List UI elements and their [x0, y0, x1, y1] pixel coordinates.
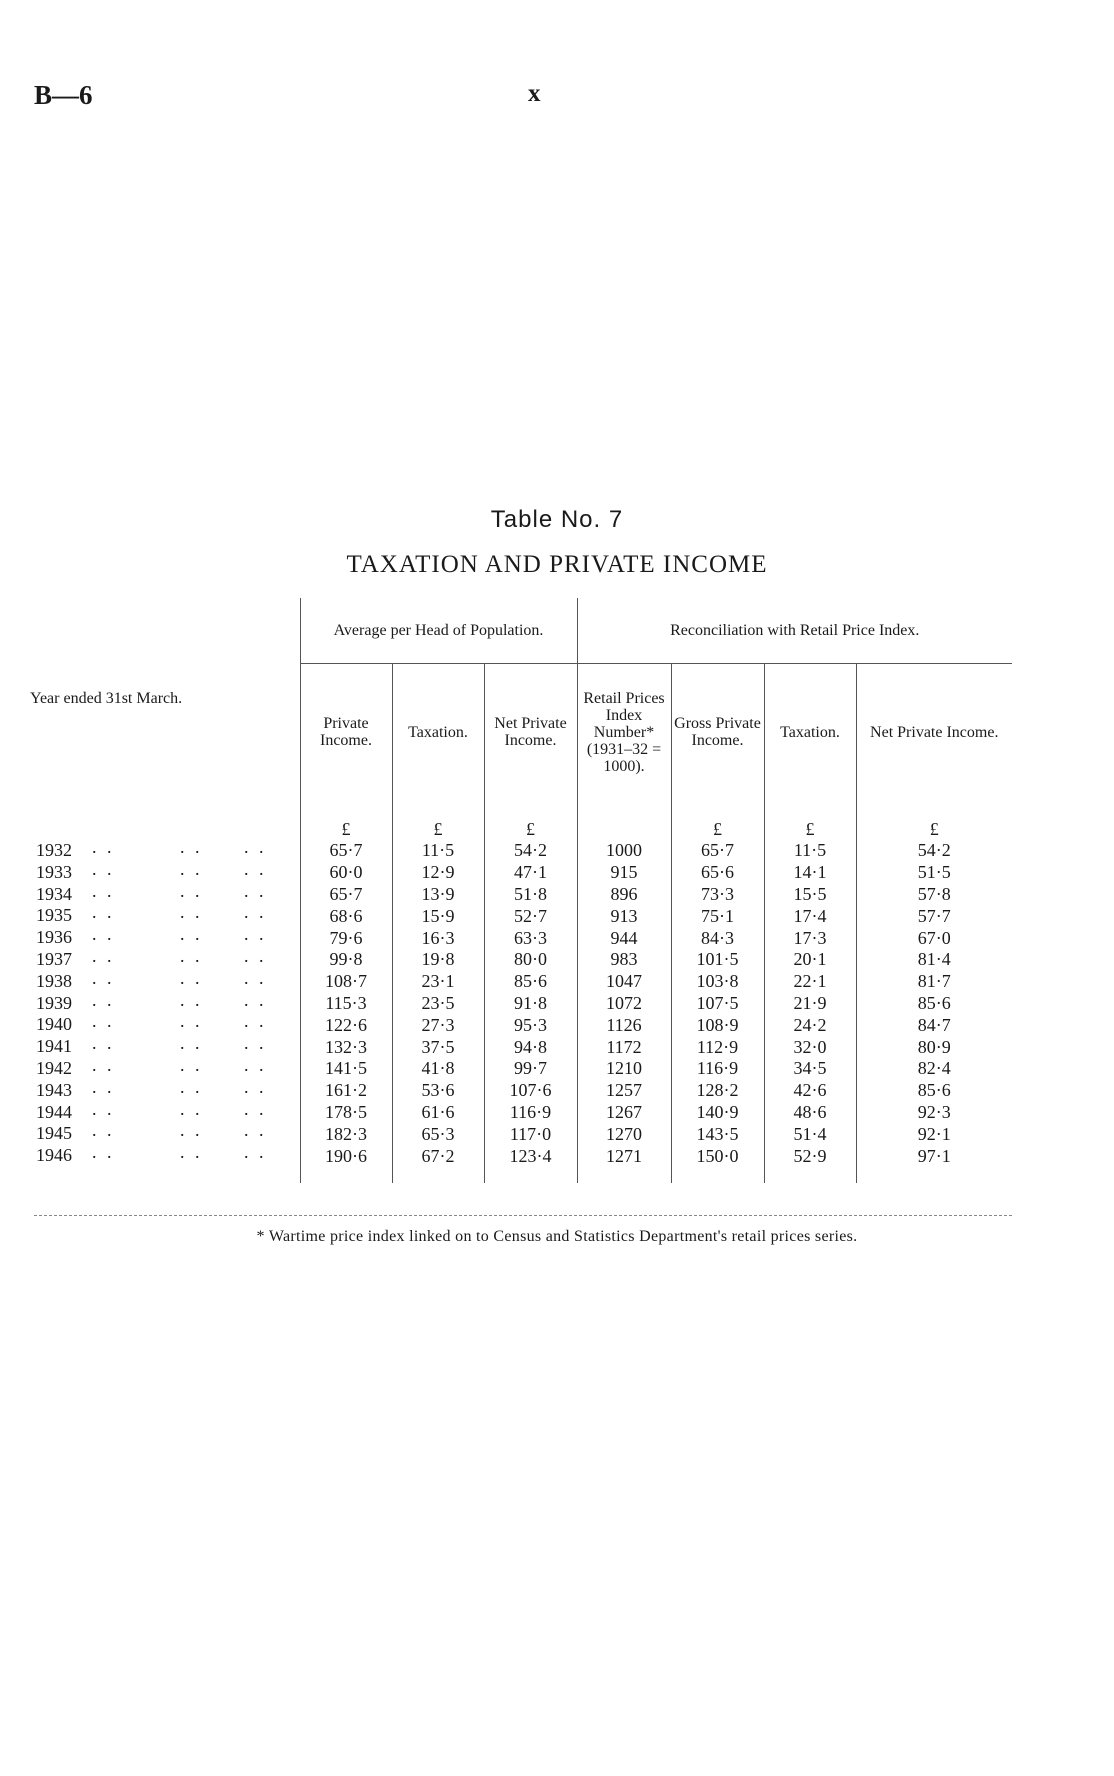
value-cell: 27·3 [392, 1014, 484, 1036]
column-header: Net Private Income. [484, 664, 577, 801]
value-cell: 17·3 [764, 927, 856, 949]
value-cell: 21·9 [764, 993, 856, 1015]
value-cell: 132·3 [300, 1036, 392, 1058]
value-cell: 15·9 [392, 905, 484, 927]
value-cell: 53·6 [392, 1080, 484, 1102]
value-cell: 65·7 [671, 840, 764, 862]
leader-dots: . . [244, 924, 267, 945]
value-cell: 112·9 [671, 1036, 764, 1058]
year-label: 1938 [36, 970, 72, 991]
value-cell: 140·9 [671, 1102, 764, 1124]
table-row [30, 927, 1012, 949]
value-cell: 1072 [577, 993, 671, 1015]
value-cell: 896 [577, 884, 671, 906]
value-cell: 65·7 [300, 884, 392, 906]
value-cell: 1210 [577, 1058, 671, 1080]
column-header: Retail Prices Index Number* (1931–32 = 1000). [577, 664, 671, 801]
unit-label: £ [856, 800, 1012, 840]
leader-dots: . . [180, 880, 203, 901]
leader-dots: . . [180, 989, 203, 1010]
year-label: 1935 [36, 905, 72, 926]
value-cell: 80·0 [484, 949, 577, 971]
leader-dots: . . [180, 837, 203, 857]
value-cell: 65·7 [300, 840, 392, 862]
value-cell: 75·1 [671, 905, 764, 927]
column-header: Taxation. [764, 664, 856, 801]
value-cell: 80·9 [856, 1036, 1012, 1058]
leader-dots: . . [180, 967, 203, 988]
value-cell: 82·4 [856, 1058, 1012, 1080]
leader-dots: . . [92, 902, 115, 923]
column-header: Net Private Income. [856, 664, 1012, 801]
unit-label: £ [764, 800, 856, 840]
leader-dots: . . [244, 858, 267, 879]
value-cell: 68·6 [300, 905, 392, 927]
leader-dots: . . [244, 837, 267, 857]
leader-dots: . . [92, 967, 115, 988]
unit-label: £ [484, 800, 577, 840]
value-cell: 190·6 [300, 1145, 392, 1167]
value-cell: 16·3 [392, 927, 484, 949]
value-cell: 11·5 [392, 840, 484, 862]
value-cell: 913 [577, 905, 671, 927]
value-cell: 91·8 [484, 993, 577, 1015]
leader-dots: . . [180, 1054, 203, 1075]
leader-dots: . . [180, 902, 203, 923]
value-cell: 48·6 [764, 1102, 856, 1124]
value-cell: 94·8 [484, 1036, 577, 1058]
value-cell: 57·7 [856, 905, 1012, 927]
value-cell: 108·9 [671, 1014, 764, 1036]
value-cell: 1126 [577, 1014, 671, 1036]
year-label: 1932 [36, 840, 72, 860]
taxation-income-table [30, 598, 1012, 1183]
value-cell: 23·1 [392, 971, 484, 993]
table-number: Table No. 7 [490, 506, 624, 533]
unit-label: £ [392, 800, 484, 840]
value-cell: 107·5 [671, 993, 764, 1015]
value-cell: 11·5 [764, 840, 856, 862]
unit-label: £ [671, 800, 764, 840]
leader-dots: . . [92, 858, 115, 879]
leader-dots: . . [180, 1142, 203, 1163]
leader-dots: . . [244, 945, 267, 966]
value-cell: 108·7 [300, 971, 392, 993]
value-cell: 24·2 [764, 1014, 856, 1036]
value-cell: 97·1 [856, 1145, 1012, 1167]
year-label: 1937 [36, 948, 72, 969]
leader-dots: . . [244, 1076, 267, 1097]
value-cell: 34·5 [764, 1058, 856, 1080]
page-reference: B—6 [34, 80, 93, 110]
year-label: 1934 [36, 883, 72, 904]
value-cell: 73·3 [671, 884, 764, 906]
leader-dots: . . [244, 1120, 267, 1141]
leader-dots: . . [92, 1033, 115, 1054]
value-cell: 117·0 [484, 1123, 577, 1145]
leader-dots: . . [92, 880, 115, 901]
value-cell: 42·6 [764, 1080, 856, 1102]
value-cell: 12·9 [392, 862, 484, 884]
table-row [30, 1058, 1012, 1080]
value-cell: 51·4 [764, 1123, 856, 1145]
leader-dots: . . [180, 1098, 203, 1119]
table-row [30, 949, 1012, 971]
value-cell: 84·7 [856, 1014, 1012, 1036]
value-cell: 52·7 [484, 905, 577, 927]
year-label: 1941 [36, 1036, 72, 1057]
year-cell [30, 1142, 300, 1167]
value-cell: 1267 [577, 1102, 671, 1124]
table-row [30, 862, 1012, 884]
value-cell: 915 [577, 862, 671, 884]
value-cell: 65·6 [671, 862, 764, 884]
value-cell: 123·4 [484, 1145, 577, 1167]
table-padding-row [30, 1167, 1012, 1183]
leader-dots: . . [180, 1011, 203, 1032]
leader-dots: . . [180, 945, 203, 966]
value-cell: 116·9 [484, 1102, 577, 1124]
table-row [30, 905, 1012, 927]
value-cell: 1000 [577, 840, 671, 862]
value-cell: 122·6 [300, 1014, 392, 1036]
value-cell: 61·6 [392, 1102, 484, 1124]
leader-dots: . . [244, 1011, 267, 1032]
leader-dots: . . [244, 1142, 267, 1163]
table-row [30, 1123, 1012, 1145]
table-row [30, 1145, 1012, 1167]
year-label: 1936 [36, 927, 72, 948]
value-cell: 60·0 [300, 862, 392, 884]
leader-dots: . . [244, 989, 267, 1010]
value-cell: 116·9 [671, 1058, 764, 1080]
leader-dots: . . [180, 1120, 203, 1141]
value-cell: 99·8 [300, 949, 392, 971]
value-cell: 37·5 [392, 1036, 484, 1058]
value-cell: 85·6 [484, 971, 577, 993]
value-cell: 14·1 [764, 862, 856, 884]
value-cell: 20·1 [764, 949, 856, 971]
value-cell: 182·3 [300, 1123, 392, 1145]
table-row [30, 993, 1012, 1015]
value-cell: 79·6 [300, 927, 392, 949]
value-cell: 57·8 [856, 884, 1012, 906]
leader-dots: . . [244, 902, 267, 923]
value-cell: 99·7 [484, 1058, 577, 1080]
value-cell: 51·8 [484, 884, 577, 906]
value-cell: 92·1 [856, 1123, 1012, 1145]
value-cell: 143·5 [671, 1123, 764, 1145]
value-cell: 17·4 [764, 905, 856, 927]
leader-dots: . . [244, 1033, 267, 1054]
table-row [30, 1036, 1012, 1058]
value-cell: 85·6 [856, 1080, 1012, 1102]
year-label: 1942 [36, 1057, 72, 1078]
value-cell: 54·2 [856, 840, 1012, 862]
value-cell: 1270 [577, 1123, 671, 1145]
table-row [30, 1080, 1012, 1102]
leader-dots: . . [244, 880, 267, 901]
column-header: Private Income. [300, 664, 392, 801]
year-label: 1945 [36, 1123, 72, 1144]
value-cell: 22·1 [764, 971, 856, 993]
table-bottom-rule [34, 1215, 1012, 1216]
value-cell: 103·8 [671, 971, 764, 993]
year-label: 1933 [36, 861, 72, 882]
value-cell: 944 [577, 927, 671, 949]
leader-dots: . . [180, 1033, 203, 1054]
leader-dots: . . [180, 858, 203, 879]
value-cell: 81·7 [856, 971, 1012, 993]
year-label: 1946 [36, 1145, 72, 1166]
year-label: 1940 [36, 1014, 72, 1035]
footnote: * Wartime price index linked on to Census and Statistics Department's retail prices series. [256, 1228, 858, 1245]
value-cell: 41·8 [392, 1058, 484, 1080]
value-cell: 107·6 [484, 1080, 577, 1102]
year-label: 1944 [36, 1101, 72, 1122]
reconciliation-group-header: Reconciliation with Retail Price Index. [577, 598, 1012, 664]
year-label: 1939 [36, 992, 72, 1013]
value-cell: 161·2 [300, 1080, 392, 1102]
value-cell: 84·3 [671, 927, 764, 949]
value-cell: 115·3 [300, 993, 392, 1015]
value-cell: 141·5 [300, 1058, 392, 1080]
leader-dots: . . [92, 924, 115, 945]
value-cell: 32·0 [764, 1036, 856, 1058]
value-cell: 65·3 [392, 1123, 484, 1145]
value-cell: 1271 [577, 1145, 671, 1167]
column-header: Taxation. [392, 664, 484, 801]
table-row [30, 971, 1012, 993]
value-cell: 85·6 [856, 993, 1012, 1015]
value-cell: 51·5 [856, 862, 1012, 884]
table-row [30, 1102, 1012, 1124]
unit-label [577, 800, 671, 840]
leader-dots: . . [92, 1098, 115, 1119]
year-label: 1943 [36, 1079, 72, 1100]
leader-dots: . . [92, 1011, 115, 1032]
value-cell: 67·2 [392, 1145, 484, 1167]
value-cell: 128·2 [671, 1080, 764, 1102]
leader-dots: . . [92, 945, 115, 966]
table-row [30, 1014, 1012, 1036]
value-cell: 54·2 [484, 840, 577, 862]
table-row [30, 840, 1012, 862]
table-title: TAXATION AND PRIVATE INCOME [346, 551, 768, 578]
value-cell: 92·3 [856, 1102, 1012, 1124]
year-column-header: Year ended 31st March. [30, 690, 183, 707]
value-cell: 67·0 [856, 927, 1012, 949]
value-cell: 1047 [577, 971, 671, 993]
value-cell: 983 [577, 949, 671, 971]
value-cell: 52·9 [764, 1145, 856, 1167]
value-cell: 95·3 [484, 1014, 577, 1036]
leader-dots: . . [180, 924, 203, 945]
value-cell: 63·3 [484, 927, 577, 949]
leader-dots: . . [92, 989, 115, 1010]
value-cell: 19·8 [392, 949, 484, 971]
leader-dots: . . [244, 967, 267, 988]
page-number: x [528, 80, 541, 107]
value-cell: 150·0 [671, 1145, 764, 1167]
value-cell: 1257 [577, 1080, 671, 1102]
leader-dots: . . [92, 1054, 115, 1075]
value-cell: 101·5 [671, 949, 764, 971]
leader-dots: . . [244, 1098, 267, 1119]
value-cell: 15·5 [764, 884, 856, 906]
leader-dots: . . [92, 837, 115, 857]
average-group-header: Average per Head of Population. [300, 598, 577, 664]
leader-dots: . . [244, 1054, 267, 1075]
leader-dots: . . [92, 1120, 115, 1141]
leader-dots: . . [92, 1142, 115, 1163]
value-cell: 13·9 [392, 884, 484, 906]
leader-dots: . . [180, 1076, 203, 1097]
value-cell: 178·5 [300, 1102, 392, 1124]
value-cell: 1172 [577, 1036, 671, 1058]
value-cell: 23·5 [392, 993, 484, 1015]
column-header: Gross Private Income. [671, 664, 764, 801]
leader-dots: . . [92, 1076, 115, 1097]
unit-label: £ [300, 800, 392, 840]
table-row [30, 884, 1012, 906]
value-cell: 81·4 [856, 949, 1012, 971]
value-cell: 47·1 [484, 862, 577, 884]
